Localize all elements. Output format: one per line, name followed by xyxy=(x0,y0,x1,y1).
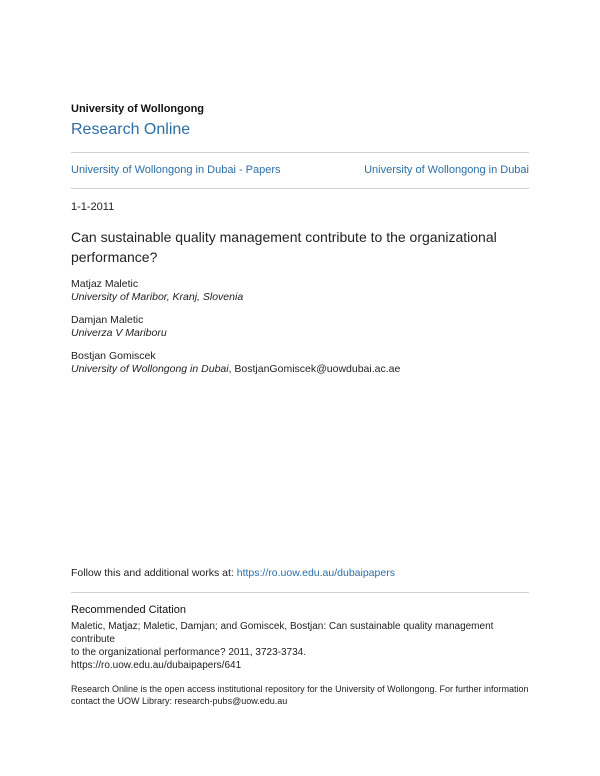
author-block xyxy=(71,314,167,340)
divider-middle xyxy=(71,188,529,189)
citation-line: to the organizational performance? 2011, 3723-3734. xyxy=(71,647,306,658)
research-online-link[interactable]: Research Online xyxy=(71,121,191,138)
author-name: Matjaz Maletic xyxy=(71,278,139,290)
author-affiliation: Univerza V Mariboru xyxy=(71,327,167,339)
author-affiliation-line xyxy=(71,363,400,376)
institution-name: University of Wollongong xyxy=(71,103,205,115)
citation-url[interactable]: https://ro.uow.edu.au/dubaipapers/641 xyxy=(71,660,242,671)
author-block xyxy=(71,350,400,376)
follow-text: Follow this and additional works at: xyxy=(71,567,237,579)
breadcrumb-dubai-link[interactable]: University of Wollongong in Dubai xyxy=(364,164,529,176)
author-name: Damjan Maletic xyxy=(71,314,144,326)
publication-date: 1-1-2011 xyxy=(71,201,115,213)
footer-line: contact the UOW Library: research-pubs@uow.edu.au xyxy=(71,695,288,706)
follow-line xyxy=(71,567,395,579)
footer-note xyxy=(71,684,531,707)
recommended-citation-heading: Recommended Citation xyxy=(71,604,186,616)
footer-line: Research Online is the open access institutional repository for the University of Wollongong. For further information xyxy=(71,684,529,694)
divider-bottom xyxy=(71,592,529,593)
author-name: Bostjan Gomiscek xyxy=(71,350,156,362)
divider-top xyxy=(71,152,529,153)
author-email: , BostjanGomiscek@uowdubai.ac.ae xyxy=(228,363,401,375)
citation-text xyxy=(71,620,531,672)
author-affiliation: University of Wollongong in Dubai xyxy=(71,363,229,375)
citation-line: Maletic, Matjaz; Maletic, Damjan; and Gomiscek, Bostjan: Can sustainable quality management contribute xyxy=(71,621,494,645)
author-block xyxy=(71,278,243,304)
dubaipapers-link[interactable]: https://ro.uow.edu.au/dubaipapers xyxy=(236,567,395,579)
breadcrumb-dubai-papers-link[interactable]: University of Wollongong in Dubai - Papers xyxy=(71,164,281,176)
author-affiliation: University of Maribor, Kranj, Slovenia xyxy=(71,291,244,303)
paper-title: Can sustainable quality management contribute to the organizational performance? xyxy=(71,229,497,265)
